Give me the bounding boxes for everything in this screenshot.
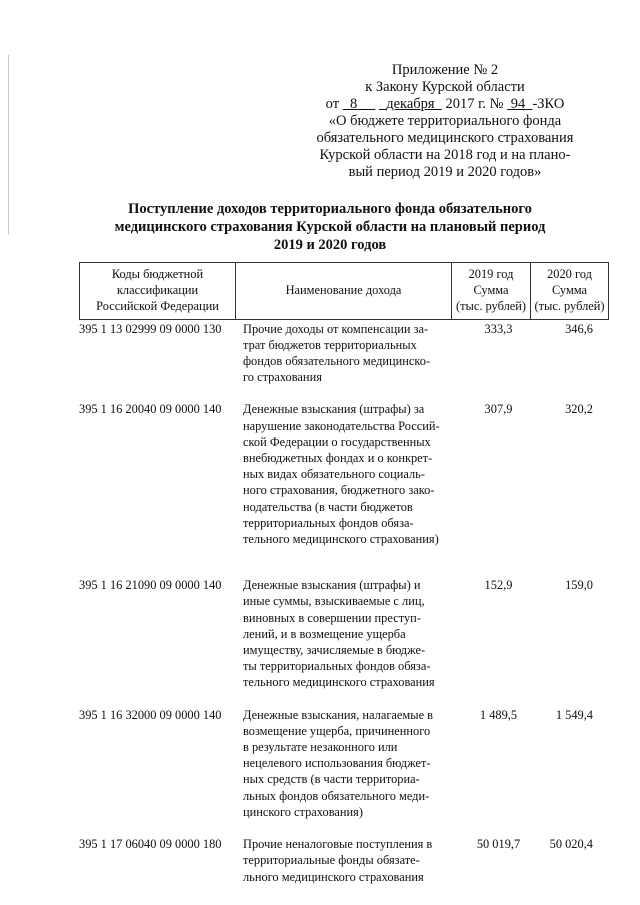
appendix-number: Приложение № 2	[391, 62, 499, 78]
income-table	[79, 262, 609, 885]
row-amount-2020: 159,0	[565, 578, 593, 593]
table-header-row	[79, 262, 609, 320]
header-codes: Коды бюджетной классификации Российской Федерации	[79, 262, 235, 320]
row-income-name: Прочие неналоговые поступления в территориальные фонды обязате- льного медицинского страхования	[243, 837, 433, 884]
date-from: от	[325, 96, 340, 112]
row-code: 395 1 16 21090 09 0000 140	[79, 578, 222, 593]
row-income-name: Денежные взыскания, налагаемые в возмещение ущерба, причиненного в результате незаконного или нецелевого использования бюджет- ных средств (в части территориа- льных фондов обязательного меди- цинского страхования)	[243, 707, 434, 819]
row-code: 395 1 13 02999 09 0000 130	[79, 321, 222, 336]
title-line-1: Поступление доходов территориального фонда обязательного	[128, 201, 532, 217]
row-code: 395 1 17 06040 09 0000 180	[79, 837, 222, 852]
row-amount-2019: 333,3	[484, 321, 513, 336]
table-row	[79, 836, 609, 885]
law-title-line-1: «О бюджете территориального фонда	[328, 113, 562, 129]
row-code: 395 1 16 20040 09 0000 140	[79, 402, 222, 417]
law-title-line-3: Курской области на 2018 год и на плано-	[319, 147, 571, 163]
row-amount-2020: 346,6	[565, 321, 593, 336]
row-income-name: Денежные взыскания (штрафы) и иные суммы, взыскиваемые с лиц, виновных в совершении преступ- лений, и в возмещение ущерба имуществу, зачисляемые в бюдже- ты территориальных фондов обяза- тельного медицинского страхования	[243, 578, 435, 690]
law-title-line-2: обязательного медицинского страхования	[316, 130, 574, 146]
row-amount-2019: 307,9	[484, 402, 513, 417]
table-row	[79, 401, 609, 547]
document-title	[70, 200, 590, 254]
row-code: 395 1 16 32000 09 0000 140	[79, 707, 222, 722]
row-income-name: Денежные взыскания (штрафы) за нарушение законодательства Россий- ской Федерации о государственных внебюджетных фондах и о конкрет- ных видах обязательного социаль- ного страхования, бюджетного зако- нодательства (в части бюджетов территориальных фондов обяза- тельного медицинского страхования)	[243, 402, 440, 547]
row-amount-2019: 50 019,7	[476, 837, 521, 852]
law-number: 94	[510, 96, 526, 112]
title-line-3: 2019 и 2020 годов	[273, 237, 387, 253]
law-title-line-4: вый период 2019 и 2020 годов»	[348, 164, 542, 180]
table-row	[79, 321, 609, 386]
row-amount-2019: 1 489,5	[479, 707, 518, 722]
header-income-name: Наименование дохода	[235, 262, 451, 320]
appendix-header	[280, 62, 610, 181]
header-2020: 2020 год Сумма (тыс. рублей)	[530, 262, 609, 320]
law-suffix: -ЗКО	[532, 96, 565, 112]
row-amount-2020: 1 549,4	[555, 707, 593, 722]
scan-edge-line	[8, 55, 9, 235]
date-year: 2017 г. №	[445, 96, 504, 112]
header-2019: 2019 год Сумма (тыс. рублей)	[451, 262, 530, 320]
table-row	[79, 707, 609, 820]
appendix-date-line	[280, 96, 610, 113]
date-day: 8	[349, 96, 358, 112]
appendix-law: к Закону Курской области	[365, 79, 525, 95]
row-amount-2019: 152,9	[484, 578, 513, 593]
title-line-2: медицинского страхования Курской области на плановый период	[114, 219, 546, 235]
row-income-name: Прочие доходы от компенсации за- трат бюджетов территориальных фондов обязательного медицинско- го страхования	[243, 321, 431, 385]
row-amount-2020: 320,2	[565, 402, 593, 417]
row-amount-2020: 50 020,4	[549, 837, 593, 852]
table-row	[79, 577, 609, 690]
date-month: декабря	[386, 96, 435, 112]
